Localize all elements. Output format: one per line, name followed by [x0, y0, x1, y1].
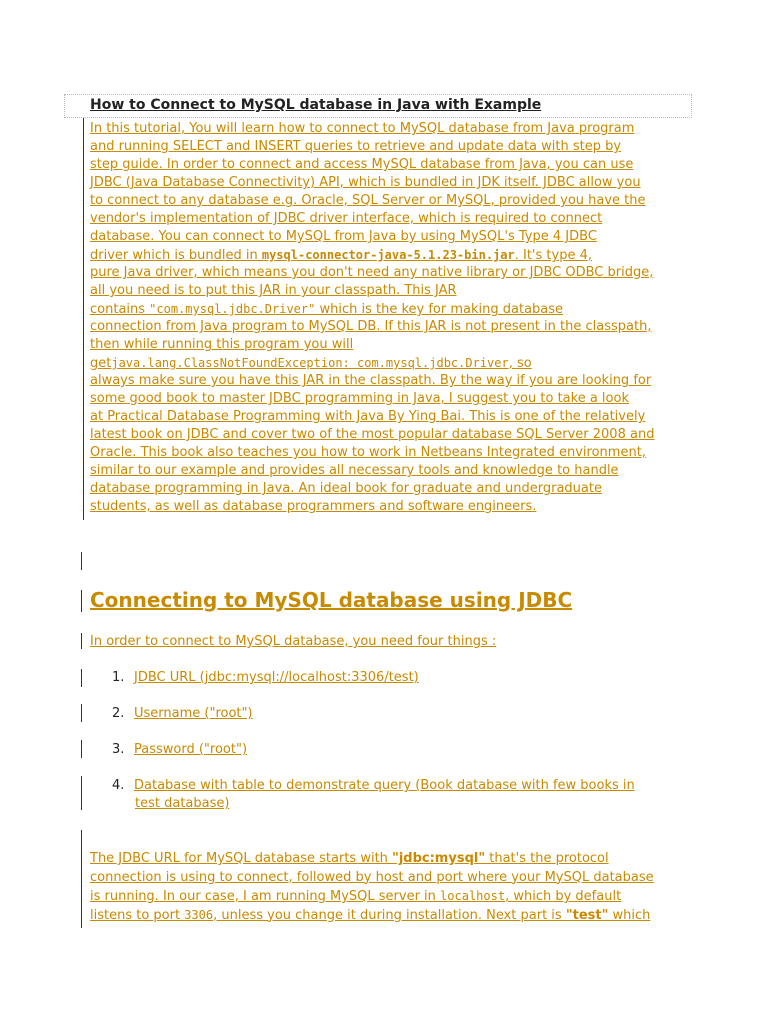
intro-line: latest book on JDBC and cover two of the most popular database SQL Server 2008 and	[90, 427, 655, 442]
intro-line: and running SELECT and INSERT queries to retrieve and update data with step by	[90, 139, 622, 154]
jar-filename: mysql-connector-java-5.1.23-bin.jar	[261, 248, 515, 262]
quote-bar	[81, 740, 82, 758]
quote-bar	[83, 118, 84, 520]
quote-bar	[81, 633, 82, 649]
quote-bar	[81, 830, 82, 928]
para-text: , which by default	[505, 889, 622, 904]
intro-line: students, as well as database programmers and software engineers.	[90, 499, 537, 514]
section-heading[interactable]: Connecting to MySQL database using JDBC	[90, 588, 573, 612]
quote-bar	[81, 590, 82, 612]
intro-line: In this tutorial, You will learn how to connect to MySQL database from Java program	[90, 121, 635, 136]
intro-line: then while running this program you will	[90, 337, 354, 352]
list-number: 1.	[112, 670, 125, 685]
quote-bar	[81, 552, 82, 570]
intro-line: to connect to any database e.g. Oracle, SQL Server or MySQL, provided you have the	[90, 193, 646, 208]
intro-line: Oracle. This book also teaches you how to work in Netbeans Integrated environment,	[90, 445, 646, 460]
intro-line: step guide. In order to connect and access MySQL database from Java, you can use	[90, 157, 634, 172]
quote-bar	[81, 669, 82, 687]
para-line	[90, 887, 690, 906]
list-item[interactable]	[112, 669, 419, 687]
intro-line: similar to our example and provides all necessary tools and knowledge to handle	[90, 463, 619, 478]
intro-line: pure Java driver, which means you don't need any native library or JDBC ODBC bridge,	[90, 265, 654, 280]
list-number: 2.	[112, 706, 125, 721]
intro-text: . It's type 4,	[514, 248, 592, 263]
intro-line: some good book to master JDBC programming in Java, I suggest you to take a look	[90, 391, 629, 406]
protocol-text: "jdbc:mysql"	[392, 851, 486, 866]
intro-text: , so	[508, 356, 532, 371]
list-text: Password ("root")	[134, 742, 248, 757]
intro-line: database programming in Java. An ideal book for graduate and undergraduate	[90, 481, 602, 496]
localhost-code: localhost	[440, 889, 506, 903]
list-text: Username ("root")	[134, 706, 253, 721]
intro-line: always make sure you have this JAR in the classpath. By the way if you are looking for	[90, 373, 652, 388]
intro-text: contains	[90, 302, 150, 317]
section-intro[interactable]: In order to connect to MySQL database, you need four things :	[90, 634, 497, 649]
list-text: Database with table to demonstrate query (Book database with few books in	[134, 778, 635, 793]
intro-paragraph[interactable]	[90, 120, 690, 516]
list-text-continued: test database)	[135, 796, 230, 811]
list-number: 4.	[112, 778, 125, 793]
para-text: that's the protocol	[485, 851, 609, 866]
para-line: connection is using to connect, followed by host and port where your MySQL database	[90, 869, 654, 885]
para-line	[90, 850, 690, 869]
quote-bar	[81, 776, 82, 810]
intro-text: get	[90, 356, 112, 371]
database-name-text: "test"	[565, 907, 609, 923]
intro-line: database. You can connect to MySQL from Java by using MySQL's Type 4 JDBC	[90, 229, 597, 244]
para-text: is running. In our case, I am running MySQL server in	[90, 889, 441, 904]
intro-text: which is the key for making database	[315, 302, 564, 317]
article-title[interactable]: How to Connect to MySQL database in Java with Example	[90, 97, 542, 113]
driver-class-code: "com.mysql.jdbc.Driver"	[149, 302, 316, 316]
intro-line	[90, 246, 690, 264]
exception-code: java.lang.ClassNotFoundException: com.mysql.jdbc.Driver	[111, 356, 509, 370]
quote-bar	[81, 704, 82, 722]
intro-line	[90, 354, 690, 372]
list-item[interactable]	[112, 777, 635, 813]
intro-line: all you need is to put this JAR in your classpath. This JAR	[90, 283, 457, 298]
para-text: listens to port	[90, 907, 185, 923]
intro-text: driver which is bundled in	[90, 248, 262, 263]
list-text: JDBC URL (jdbc:mysql://localhost:3306/test)	[134, 670, 419, 685]
intro-line: connection from Java program to MySQL DB. If this JAR is not present in the classpath,	[90, 319, 652, 334]
para-text: which	[608, 907, 651, 923]
intro-line: JDBC (Java Database Connectivity) API, which is bundled in JDK itself. JDBC allow you	[90, 175, 641, 190]
intro-line: at Practical Database Programming with Java By Ying Bai. This is one of the relatively	[90, 409, 646, 424]
jdbc-url-paragraph[interactable]	[90, 850, 690, 924]
para-text: , unless you change it during installation. Next part is	[213, 907, 566, 923]
list-number: 3.	[112, 742, 125, 757]
list-item[interactable]	[112, 705, 253, 723]
intro-line	[90, 300, 690, 318]
para-text: The JDBC URL for MySQL database starts with	[90, 851, 393, 866]
port-code: 3306	[184, 907, 214, 922]
intro-line: vendor's implementation of JDBC driver interface, which is required to connect	[90, 211, 603, 226]
para-line	[90, 906, 690, 925]
list-item[interactable]	[112, 741, 247, 759]
